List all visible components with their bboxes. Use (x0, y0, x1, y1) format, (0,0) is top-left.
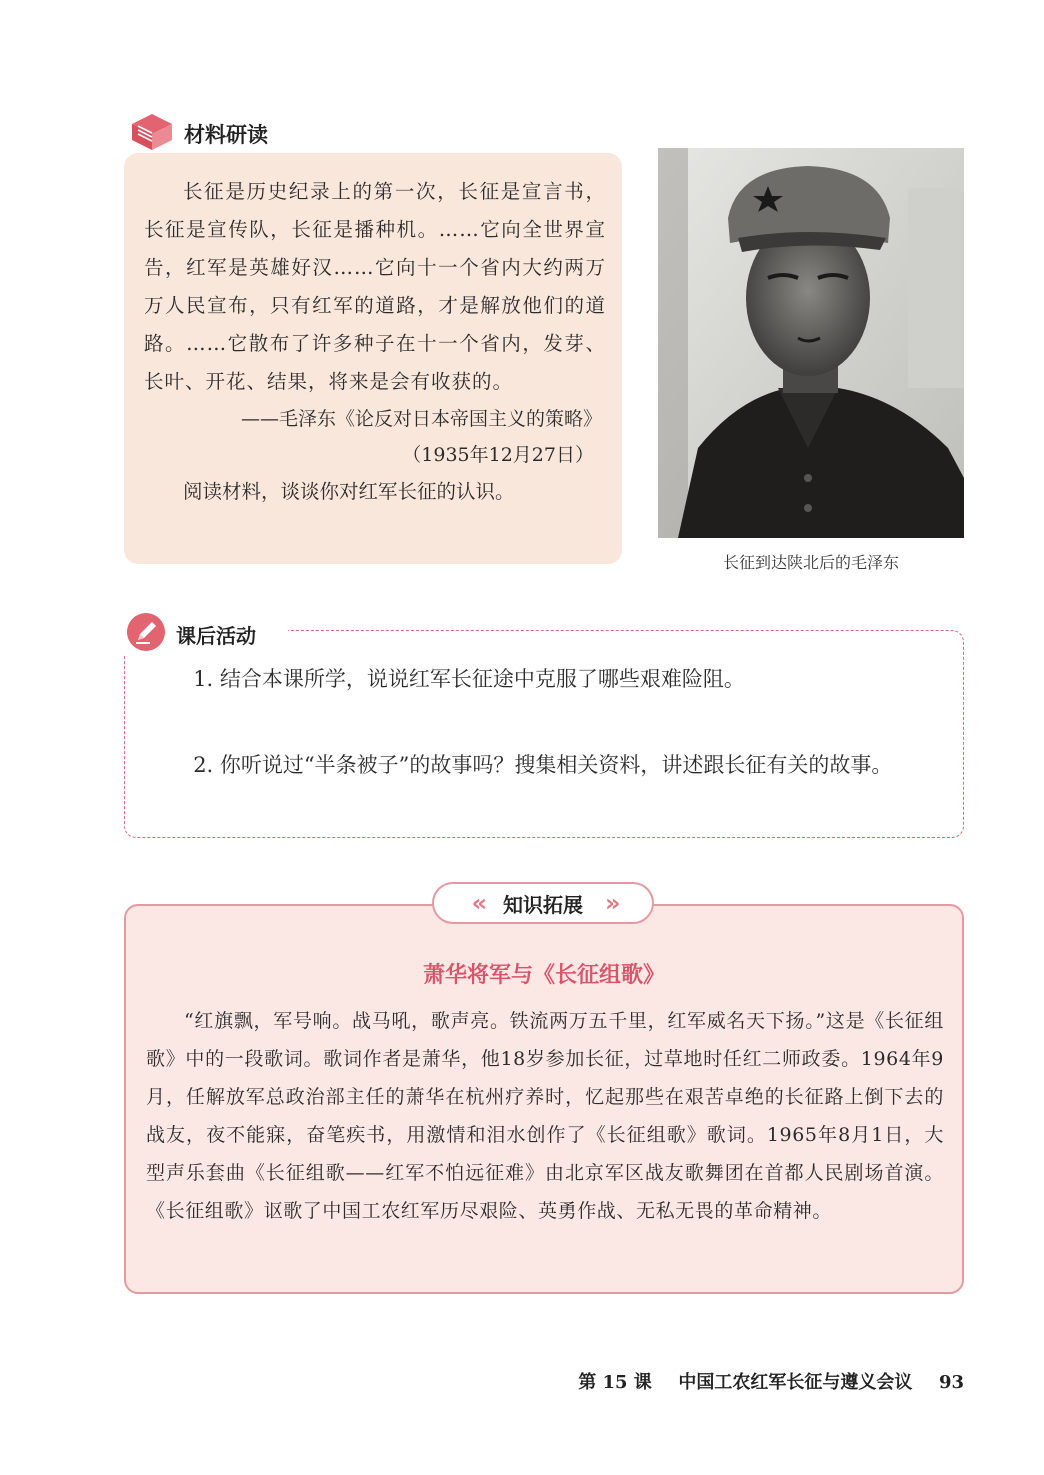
double-chevron-right-icon: » (605, 889, 615, 917)
activity-item-2: 2. 你听说过“半条被子”的故事吗？搜集相关资料，讲述跟长征有关的故事。 (193, 753, 893, 777)
activity-item-1: 1. 结合本课所学，说说红军长征途中克服了哪些艰难险阻。 (193, 667, 745, 691)
expansion-title: 萧华将军与《长征组歌》 (422, 963, 665, 988)
reading-attribution: ——毛泽东《论反对日本帝国主义的策略》 (240, 408, 602, 430)
reading-header (130, 112, 268, 156)
reading-material-box (124, 153, 622, 564)
knowledge-expansion-tab (432, 882, 654, 924)
page-footer (578, 1368, 964, 1394)
reading-date: （1935年12月27日） (402, 444, 594, 466)
lesson-number: 第 15 课 (578, 1372, 652, 1393)
reading-passage: 长征是历史纪录上的第一次，长征是宣言书，长征是宣传队，长征是播种机。……它向全世界宣告，红军是英雄好汉……它向十一个省内大约两万万人民宣布，只有红军的道路，才是解放他们的道路。……它散布了许多种子在十一个省内，发芽、长叶、开花、结果，将来是会有收获的。 (144, 180, 606, 393)
book-icon (130, 112, 174, 156)
activity-header (126, 612, 256, 656)
knowledge-expansion-label: 知识拓展 (503, 892, 583, 917)
double-chevron-left-icon: « (471, 889, 481, 917)
activity-heading: 课后活动 (176, 623, 256, 648)
expansion-text: “红旗飘，军号响。战马吼，歌声亮。铁流两万五千里，红军威名天下扬。”这是《长征组歌》中的一段歌词。歌词作者是萧华，他18岁参加长征，过草地时任红二师政委。1964年9月，任解放军总政治部主任的萧华在杭州疗养时，忆起那些在艰苦卓绝的长征路上倒下去的战友，夜不能寐，奋笔疾书，用激情和泪水创作了《长征组歌》歌词。1965年8月1日，大型声乐套曲《长征组歌——红军不怕远征难》由北京军区战友歌舞团在首都人民剧场首演。《长征组歌》讴歌了中国工农红军历尽艰险、英勇作战、无私无畏的革命精神。 (146, 1010, 944, 1222)
pen-icon (126, 612, 166, 656)
activity-box (124, 630, 964, 838)
reading-heading: 材料研读 (184, 123, 268, 147)
portrait-photo (658, 148, 964, 538)
photo-caption: 长征到达陕北后的毛泽东 (722, 553, 899, 572)
lesson-title: 中国工农红军长征与遵义会议 (678, 1372, 913, 1393)
reading-question: 阅读材料，谈谈你对红军长征的认识。 (183, 480, 515, 503)
page-number: 93 (938, 1372, 964, 1393)
